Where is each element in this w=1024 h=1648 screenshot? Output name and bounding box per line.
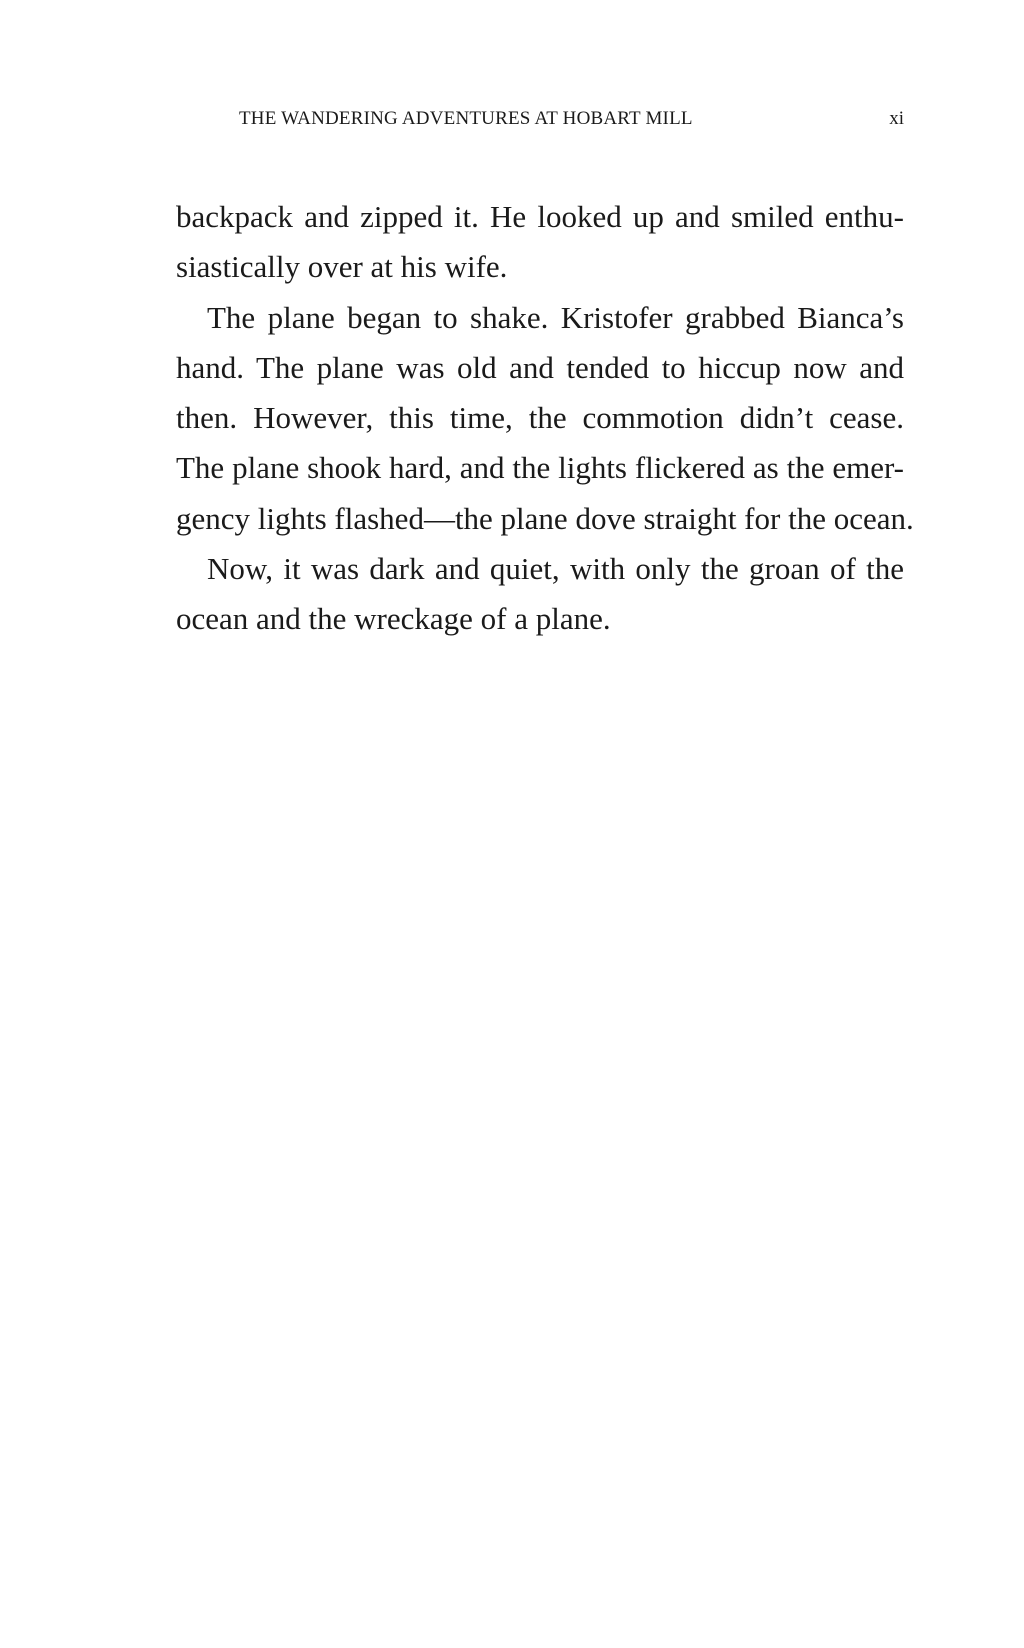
text-line: siastically over at his wife. [176,249,508,285]
text-line: hand. The plane was old and tended to hiccup now and [176,349,904,385]
paragraph [176,192,904,293]
text-line: backpack and zipped it. He looked up and smiled enthu- [176,199,904,234]
paragraph [176,293,914,544]
page-number: xi [889,108,904,129]
body-text [176,192,914,645]
running-head-title: THE WANDERING ADVENTURES AT HOBART MILL [239,108,693,129]
text-line: ocean and the wreckage of a plane. [176,601,611,637]
text-line: gency lights flashed—the plane dove straight for the ocean. [176,500,914,536]
running-head [176,108,904,138]
text-line: The plane shook hard, and the lights flickered as the emer- [176,450,904,486]
text-line: then. However, this time, the commotion didn’t cease. [176,400,904,436]
text-line: The plane began to shake. Kristofer grabbed Bianca’s [207,299,904,335]
text-line: Now, it was dark and quiet, with only the groan of the [207,551,904,587]
paragraph [176,544,904,645]
